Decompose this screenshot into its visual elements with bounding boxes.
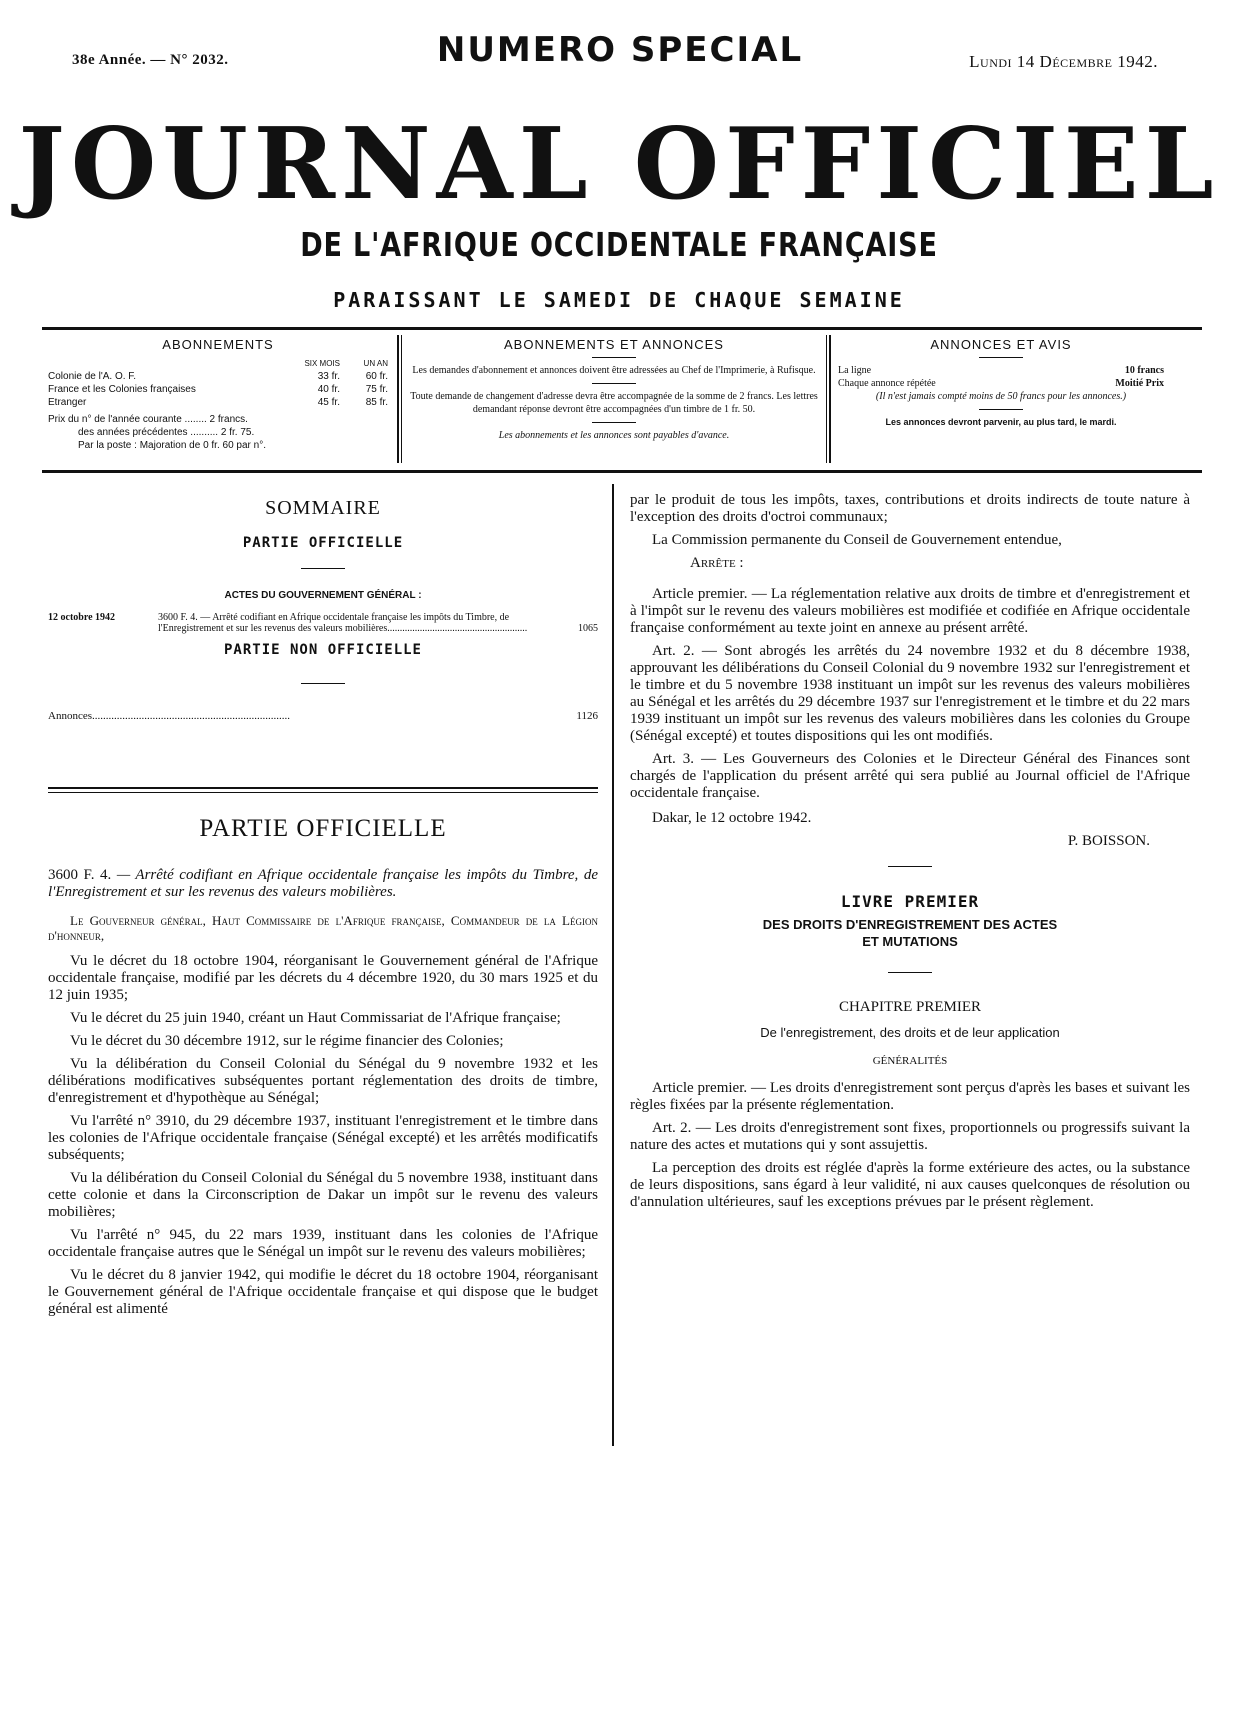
livre-article-2: Art. 2. — Les droits d'enregistrement sont fixes, proportionnels ou progressifs suivant la nature des actes et mutations qui y sont assujettis. — [630, 1120, 1190, 1153]
journal-subtitle: DE L'AFRIQUE OCCIDENTALE FRANÇAISE — [300, 225, 938, 264]
tarif-row: France et les Colonies françaises 40 fr. 75 fr. — [48, 384, 388, 395]
lieu-date: Dakar, le 12 octobre 1942. — [652, 810, 812, 826]
left-column — [48, 497, 598, 725]
article-3: Art. 3. — Les Gouverneurs des Colonies et le Directeur Général des Finances sont chargés de l'application du présent arrêté qui sera publié au Journal officiel de l'Afrique occidentale française. — [630, 751, 1190, 801]
vu-continuation: par le produit de tous les impôts, taxes, contributions et droits indirects de toute nature à l'exception des droits d'octroi communaux; — [630, 492, 1190, 525]
partie-officielle-heading: PARTIE OFFICIELLE — [199, 815, 447, 842]
vu-paragraph: Vu le décret du 18 octobre 1904, réorganisant le Gouvernement général de l'Afrique occidentale française, modifié par les décrets du 4 décembre 1920, du 30 mars 1925 et du 12 juin 1935; — [48, 953, 598, 1003]
vu-paragraph: Vu l'arrêté n° 3910, du 29 décembre 1937, instituant l'enregistrement et le timbre dans les colonies de l'Afrique occidentale française (Sénégal excepté) et les arrêtés modificatifs subséquents; — [48, 1113, 598, 1163]
repetee-label: Chaque annonce répétée — [838, 378, 936, 389]
vu-paragraph: Vu le décret du 25 juin 1940, créant un Haut Commissariat de l'Afrique française; — [70, 1010, 561, 1026]
publication-frequency: PARAISSANT LE SAMEDI DE CHAQUE SEMAINE — [333, 288, 905, 312]
livre-title: LIVRE PREMIER — [840, 892, 980, 911]
arrete-title: 3600 F. 4. — Arrêté codifiant en Afrique occidentale française les impôts du Timbre, de l'Enregistrement et sur les revenus des valeurs mobilières. — [48, 867, 598, 900]
generalites-heading: GÉNÉRALITÉS — [872, 1055, 948, 1067]
left-column-arrete — [48, 815, 598, 1324]
column-divider — [612, 484, 614, 1446]
livre-subtitle-1: DES DROITS D'ENREGISTREMENT DES ACTES — [762, 917, 1058, 932]
header-rule — [42, 327, 1202, 330]
issue-date: Lundi 14 Décembre 1942. — [969, 52, 1158, 71]
entry-text: 3600 F. 4. — Arrêté codifiant en Afrique occidentale française les impôts du Timbre, de l'Enregistrement et sur les revenus des valeurs mobilières........................................................ — [158, 612, 528, 634]
article-1: Article premier. — La réglementation relative aux droits de timbre et d'enregistrement et à l'impôt sur le revenu des valeurs mobilières est modifiée et codifiée en Afrique occidentale française conformément au texte joint en annexe au présent arrêté. — [630, 586, 1190, 636]
vu-paragraph: Vu l'arrêté n° 945, du 22 mars 1939, instituant dans les colonies de l'Afrique occidentale française autres que le Sénégal un impôt sur le revenu des valeurs mobilières; — [48, 1227, 598, 1260]
gouverneur-intro: Le Gouverneur général, Haut Commissaire de l'Afrique française, Commandeur de la Légion d'honneur, — [48, 913, 598, 943]
tarif-row: Etranger 45 fr. 85 fr. — [48, 397, 388, 408]
article-2: Art. 2. — Sont abrogés les arrêtés du 24 novembre 1932 et du 8 décembre 1938, approuvant les délibérations du Conseil Colonial du 9 novembre 1932 sur l'enregistrement et le timbre et du 5 novembre 1938 instituant un impôt sur les revenus des valeurs mobilières au Sénégal et les arrêtés du 29 décembre 1937 sur l'enregistrement et le timbre et du 22 mars 1939 instituant un impôt sur les revenus des valeurs mobilières dans les colonies du Groupe (Sénégal excepté) et toutes dispositions qui les ont modifiés. — [630, 643, 1190, 744]
vu-paragraph: Vu la délibération du Conseil Colonial du Sénégal du 5 novembre 1938, instituant dans cette colonie et dans la Circonscription de Dakar un impôt sur le revenu des valeurs mobilières; — [48, 1170, 598, 1220]
abonnements-title: ABONNEMENTS — [162, 337, 274, 352]
changement-adresse-text: Toute demande de changement d'adresse devra être accompagnée de la somme de 2 francs. Les lettres demandant réponse devront être accompagnées d'un timbre de 1 fr. 50. — [410, 391, 818, 415]
tarif-row: Colonie de l'A. O. F. 33 fr. 60 fr. — [48, 371, 388, 382]
minimum-note: (Il n'est jamais compté moins de 50 francs pour les annonces.) — [875, 391, 1127, 402]
six-mois-header: SIX MOIS — [304, 359, 340, 368]
issue-number: 38e Année. — N° 2032. — [72, 52, 229, 68]
prix-anciens: des années précédentes .......... 2 fr. 75. — [78, 427, 255, 438]
prix-numero: Prix du n° de l'année courante ........ 2 francs. — [48, 414, 248, 425]
sommaire-partie-non-officielle: PARTIE NON OFFICIELLE — [223, 642, 422, 658]
ligne-price: 10 francs — [1124, 365, 1164, 376]
ligne-label: La ligne — [838, 365, 872, 376]
vu-paragraph: Vu la délibération du Conseil Colonial du Sénégal du 9 novembre 1932 et les délibérations modificatives subséquentes portant réglementation des droits de timbre, d'enregistrement et d'hypothèque au Sénégal; — [48, 1056, 598, 1106]
signature: P. BOISSON. — [1067, 833, 1150, 849]
livre-article-2-cont: La perception des droits est réglée d'après la forme extérieure des actes, ou la substance de leurs dispositions, sans égard à leur validité, ni aux causes quelconques de résolution ou d'annulation ultérieures, sauf les exceptions prévues par le présent règlement. — [630, 1160, 1190, 1210]
annonces-avis-box — [838, 338, 1164, 463]
delai-note: Les annonces devront parvenir, au plus tard, le mardi. — [885, 417, 1117, 427]
abonnements-annonces-box — [408, 338, 820, 463]
commission-text: La Commission permanente du Conseil de Gouvernement entendue, — [652, 532, 1062, 548]
annonces-page: 1126 — [576, 710, 598, 722]
vu-paragraph: Vu le décret du 8 janvier 1942, qui modifie le décret du 18 octobre 1904, réorganisant le Gouvernement général de l'Afrique occidentale française et qui dispose que le budget général est alimenté — [48, 1267, 598, 1317]
special-number-label: NUMERO SPECIAL — [436, 30, 804, 70]
sommaire-entry — [48, 612, 598, 634]
livre-subtitle-2: ET MUTATIONS — [862, 934, 958, 949]
entry-page: 1065 — [578, 623, 598, 634]
vu-paragraph: Vu le décret du 30 décembre 1912, sur le régime financier des Colonies; — [70, 1033, 504, 1049]
livre-article-1: Article premier. — Les droits d'enregistrement sont perçus d'après les bases et suivant les règles fixées par la présente réglementation. — [630, 1080, 1190, 1113]
payable-avance-text: Les abonnements et les annonces sont payables d'avance. — [498, 430, 730, 441]
right-column — [630, 492, 1190, 1217]
sommaire-annonces: Annonces........................................................................ 1126 — [48, 708, 598, 725]
actes-heading: ACTES DU GOUVERNEMENT GÉNÉRAL : — [224, 590, 422, 601]
arrete-label: Arrête : — [690, 555, 744, 571]
un-an-header: UN AN — [363, 359, 388, 368]
abonnements-box — [48, 338, 388, 463]
abon-annonces-title: ABONNEMENTS ET ANNONCES — [504, 337, 724, 352]
chapitre-subtitle: De l'enregistrement, des droits et de leur application — [760, 1025, 1060, 1040]
repetee-price: Moitié Prix — [1115, 378, 1164, 389]
majoration-poste: Par la poste : Majoration de 0 fr. 60 par n°. — [78, 440, 266, 451]
sommaire-title: SOMMAIRE — [265, 497, 381, 519]
annonces-avis-title: ANNONCES ET AVIS — [930, 337, 1072, 352]
boxes-bottom-rule — [42, 470, 1202, 473]
adresse-text: Les demandes d'abonnement et annonces doivent être adressées au Chef de l'Imprimerie, à Rufisque. — [412, 365, 816, 376]
sommaire-partie-officielle: PARTIE OFFICIELLE — [242, 535, 404, 551]
chapitre-title: CHAPITRE PREMIER — [838, 999, 982, 1015]
entry-date: 12 octobre 1942 — [48, 612, 116, 623]
journal-title: JOURNAL OFFICIEL — [18, 107, 1220, 222]
